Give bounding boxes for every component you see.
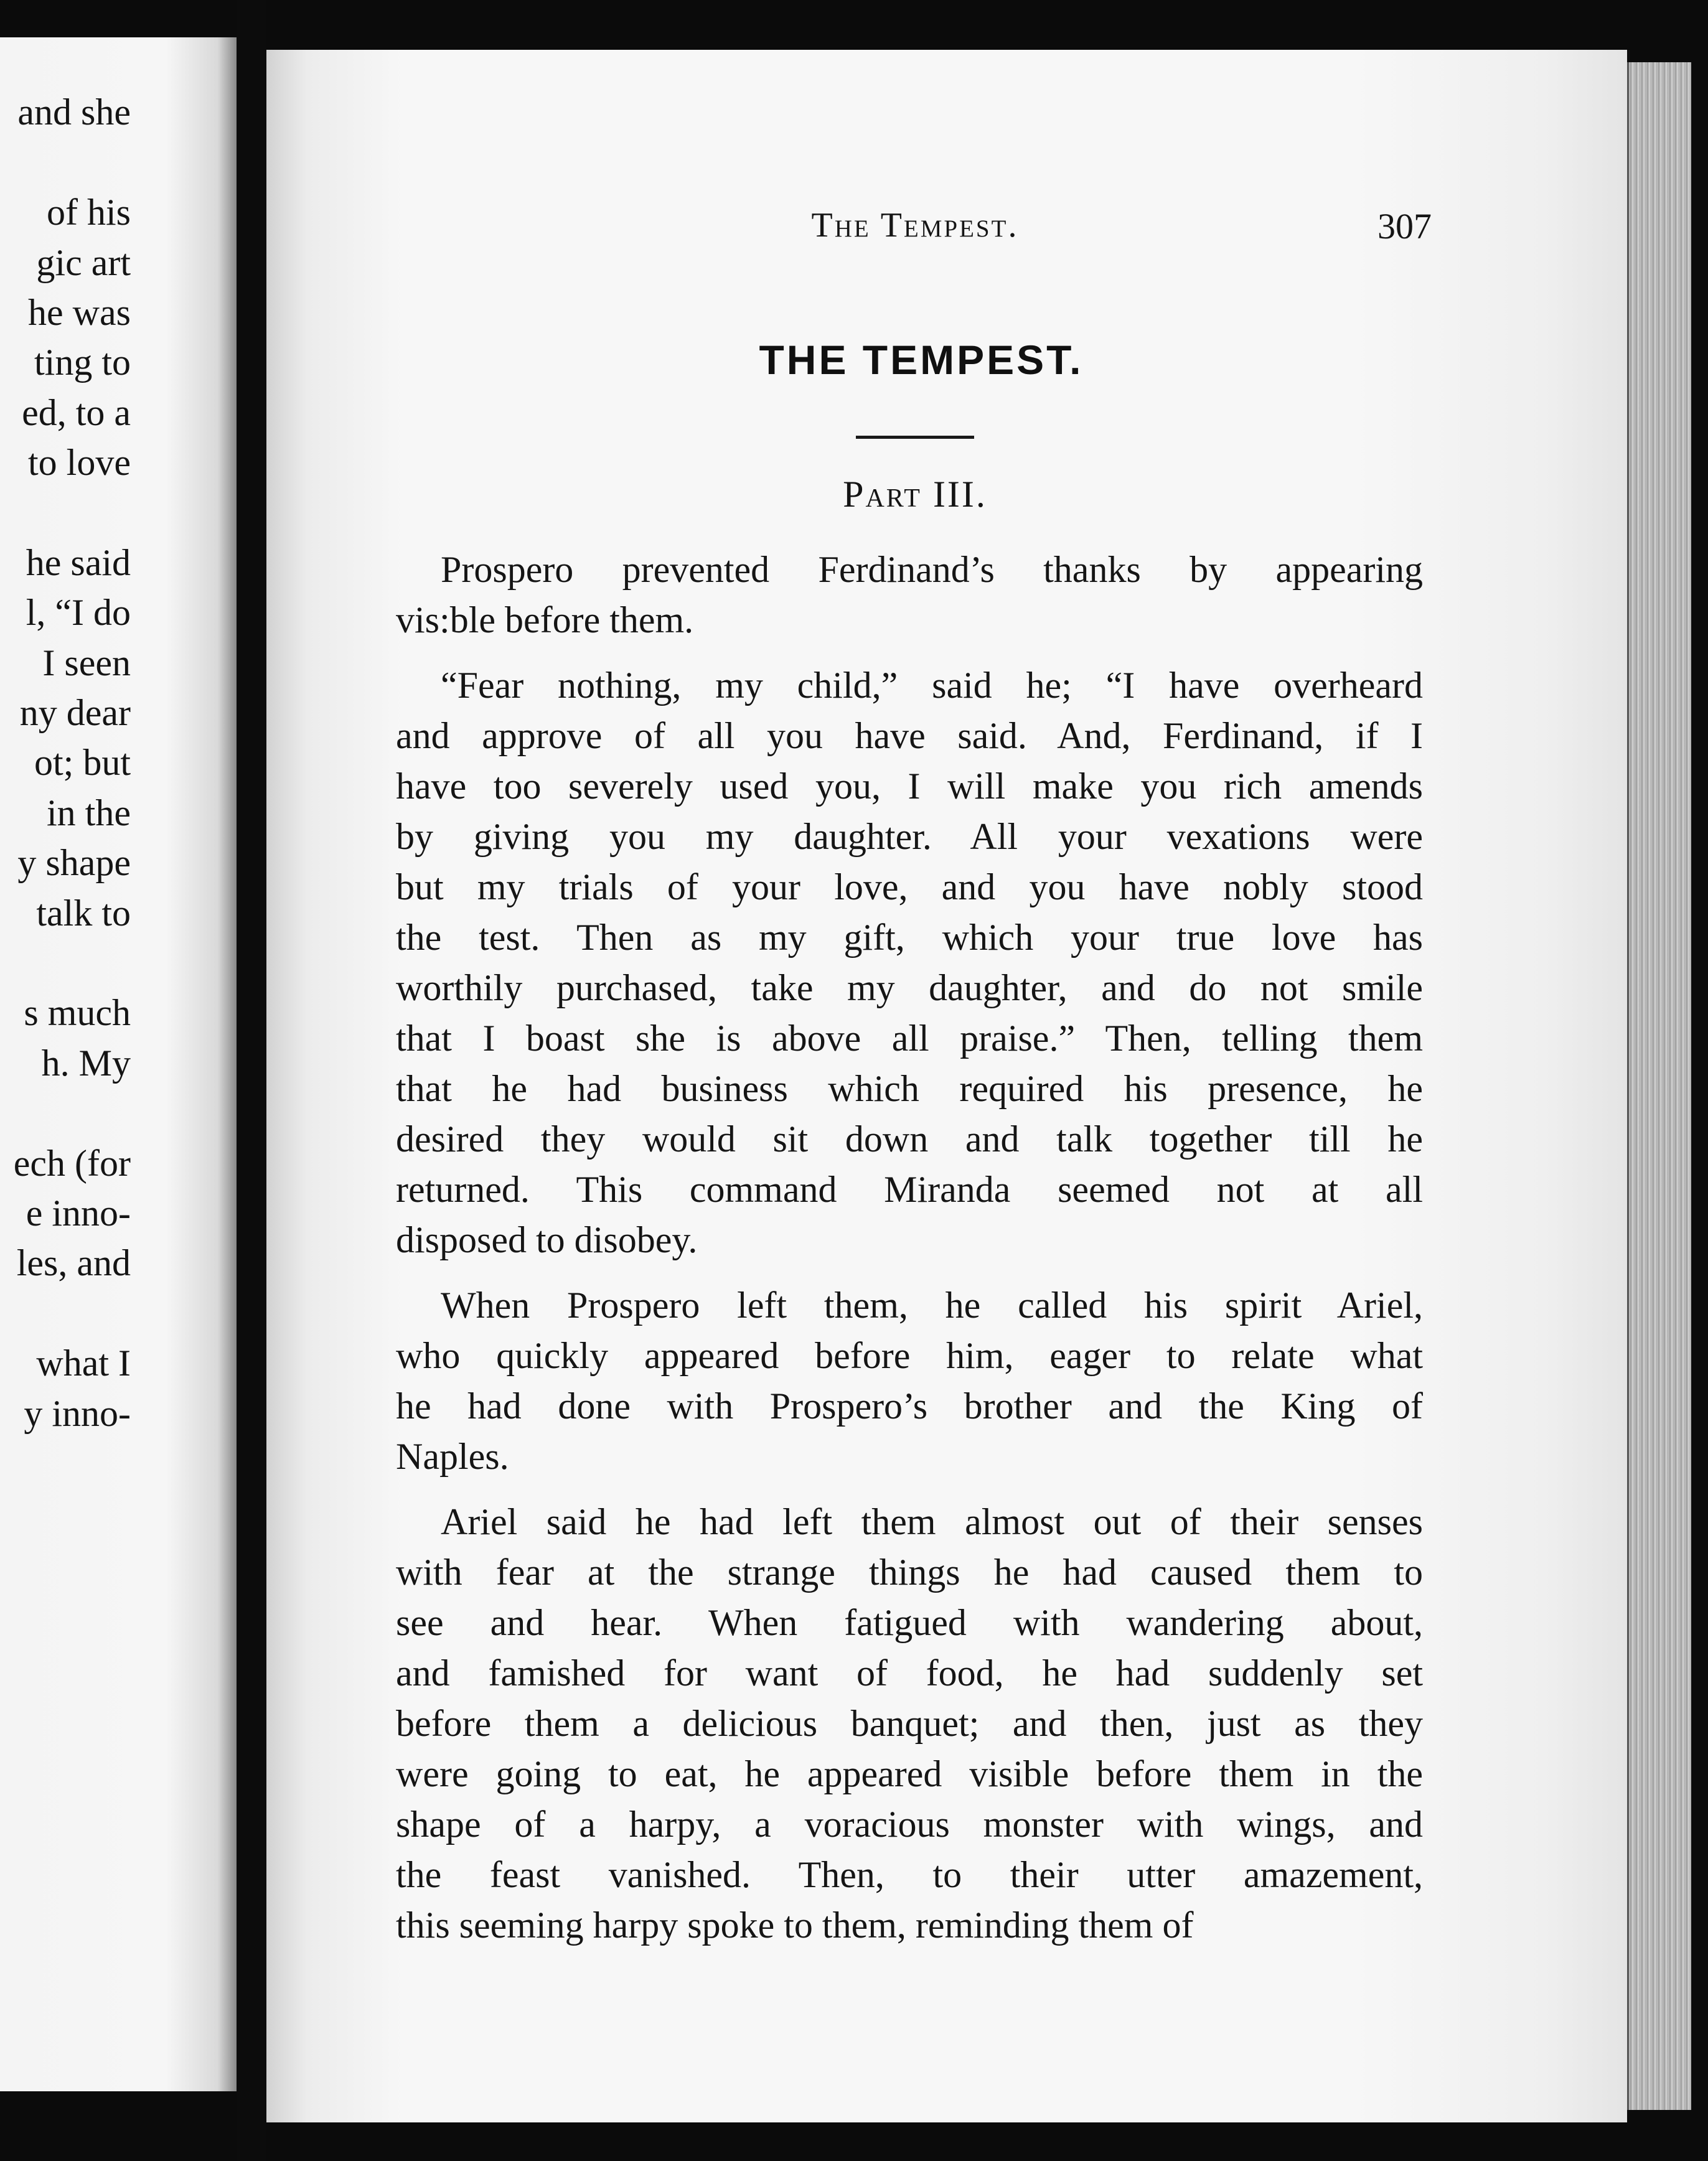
text-line: but my trials of your love, and you have nobly stood <box>396 866 1423 907</box>
text-line: desired they would sit down and talk together till he <box>396 1118 1423 1160</box>
left-page-line: ed, to a <box>22 391 131 433</box>
text-line: shape of a harpy, a voracious monster with wings, and <box>396 1804 1423 1845</box>
left-page-line: ny dear <box>19 692 131 734</box>
left-page-line: s much <box>24 992 131 1034</box>
text-line: by giving you my daughter. All your vexations were <box>396 816 1423 857</box>
book-gutter <box>237 0 266 2161</box>
running-title: The Tempest. <box>811 206 1019 245</box>
left-page-line: ot; but <box>34 742 131 784</box>
chapter-title: THE TEMPEST. <box>759 337 1084 383</box>
text-line: When Prospero left them, he called his spirit Ariel, <box>441 1285 1423 1326</box>
left-page-line <box>0 1288 131 1338</box>
text-line: that he had business which required his presence, he <box>396 1068 1423 1109</box>
left-page-line: in the <box>47 792 131 833</box>
text-line: Ariel said he had left them almost out of their senses <box>441 1501 1423 1542</box>
text-line: the test. Then as my gift, which your true love has <box>396 917 1423 958</box>
text-line: and approve of all you have said. And, Ferdinand, if I <box>396 715 1423 756</box>
text-line: Naples. <box>396 1436 509 1477</box>
left-page-line: y inno- <box>24 1392 131 1434</box>
left-page-line: les, and <box>16 1242 131 1284</box>
left-page-line: y shape <box>17 842 131 884</box>
left-page-line: what I <box>36 1343 131 1384</box>
text-line: have too severely used you, I will make you rich amends <box>396 766 1423 807</box>
left-page-line: of his <box>47 192 131 233</box>
left-page-line: e inno- <box>26 1192 131 1234</box>
left-page-line: ech (for <box>13 1142 131 1184</box>
page-block-edge <box>1627 62 1691 2110</box>
left-facing-page <box>0 37 237 2091</box>
text-line: were going to eat, he appeared visible before them in the <box>396 1753 1423 1794</box>
text-line: and famished for want of food, he had suddenly set <box>396 1652 1423 1694</box>
paragraph <box>396 545 1423 645</box>
text-line: worthily purchased, take my daughter, and do not smile <box>396 967 1423 1008</box>
paragraph <box>396 1280 1423 1482</box>
left-page-line: I seen <box>42 642 131 683</box>
left-page-line: and she <box>17 91 131 133</box>
text-line: who quickly appeared before him, eager to relate what <box>396 1335 1423 1376</box>
left-page-line: he said <box>26 541 131 583</box>
paragraph <box>396 1497 1423 1951</box>
title-rule <box>856 436 974 439</box>
left-page-line <box>0 938 131 988</box>
text-line: that I boast she is above all praise.” Then, telling them <box>396 1018 1423 1059</box>
body-text <box>396 545 1423 1966</box>
text-line: see and hear. When fatigued with wandering about, <box>396 1602 1423 1643</box>
part-heading: Part III. <box>843 474 987 515</box>
text-line: “Fear nothing, my child,” said he; “I have overheard <box>441 665 1423 706</box>
left-page-line <box>0 138 131 187</box>
left-page-line: ting to <box>34 342 131 383</box>
left-page-line: l, “I do <box>26 592 131 634</box>
text-line: before them a delicious banquet; and then, just as they <box>396 1703 1423 1744</box>
text-line: with fear at the strange things he had caused them to <box>396 1552 1423 1593</box>
text-line: this seeming harpy spoke to them, reminding them of <box>396 1905 1194 1946</box>
left-page-line <box>0 1088 131 1138</box>
left-page-line: talk to <box>36 892 131 934</box>
text-line: he had done with Prospero’s brother and the King of <box>396 1385 1423 1427</box>
text-line: returned. This command Miranda seemed not at all <box>396 1169 1423 1210</box>
page-number: 307 <box>1377 206 1432 246</box>
left-page-text <box>0 37 131 1438</box>
text-line: disposed to disobey. <box>396 1219 698 1260</box>
text-line: Prospero prevented Ferdinand’s thanks by appearing <box>441 549 1423 590</box>
text-line: vis:ble before them. <box>396 599 694 640</box>
paragraph <box>396 660 1423 1265</box>
left-page-line: gic art <box>36 241 131 283</box>
text-line: the feast vanished. Then, to their utter amazement, <box>396 1854 1423 1895</box>
left-page-line: to love <box>28 442 131 484</box>
left-page-line: h. My <box>41 1042 131 1084</box>
left-page-line: he was <box>28 291 131 333</box>
left-page-line <box>0 488 131 538</box>
left-page-line <box>0 37 131 87</box>
